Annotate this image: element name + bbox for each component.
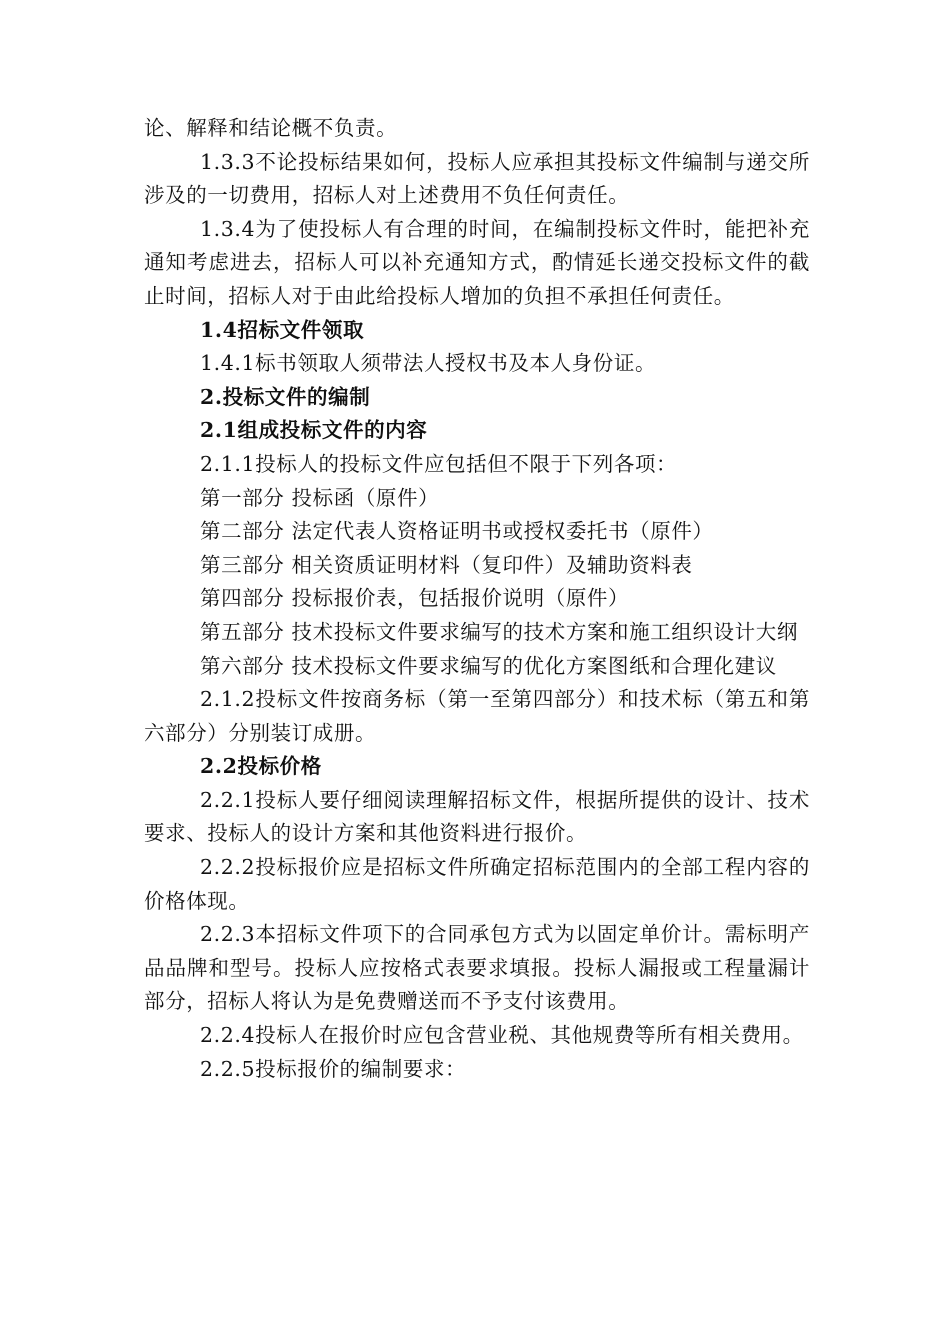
document-page	[144, 112, 810, 1086]
paragraph: 2.2.4投标人在报价时应包含营业税、其他规费等所有相关费用。	[200, 1023, 804, 1048]
list-item: 第三部分 相关资质证明材料（复印件）及辅助资料表	[200, 552, 693, 577]
list-item: 第六部分 技术投标文件要求编写的优化方案图纸和合理化建议	[200, 653, 777, 678]
paragraph: 1.4.1标书领取人须带法人授权书及本人身份证。	[200, 351, 657, 376]
list-item: 第五部分 技术投标文件要求编写的技术方案和施工组织设计大纲	[200, 619, 798, 644]
paragraph: 1.3.4为了使投标人有合理的时间，在编制投标文件时，能把补充通知考虑进去，招标人可以补充通知方式，酌情延长递交投标文件的截止时间，招标人对于由此给投标人增加的负担不承担任何责任。	[144, 216, 810, 308]
paragraph: 2.2.1投标人要仔细阅读理解招标文件，根据所提供的设计、技术要求、投标人的设计方案和其他资料进行报价。	[144, 787, 810, 846]
paragraph: 论、解释和结论概不负责。	[144, 116, 398, 140]
paragraph: 2.1.2投标文件按商务标（第一至第四部分）和技术标（第五和第六部分）分别装订成册。	[144, 687, 810, 745]
paragraph: 2.1.1投标人的投标文件应包括但不限于下列各项：	[200, 451, 678, 476]
section-heading: 1.4招标文件领取	[200, 317, 365, 342]
section-heading: 2.投标文件的编制	[200, 384, 371, 409]
paragraph: 1.3.3不论投标结果如何，投标人应承担其投标文件编制与递交所涉及的一切费用，招标人对上述费用不负任何责任。	[144, 149, 810, 208]
paragraph: 2.2.2投标报价应是招标文件所确定招标范围内的全部工程内容的价格体现。	[144, 855, 810, 913]
list-item: 第四部分 投标报价表，包括报价说明（原件）	[200, 586, 630, 611]
list-item: 第一部分 投标函（原件）	[200, 485, 440, 510]
list-item: 第二部分 法定代表人资格证明书或授权委托书（原件）	[200, 519, 714, 544]
paragraph: 2.2.3本招标文件项下的合同承包方式为以固定单价计。需标明产品品牌和型号。投标人应按格式表要求填报。投标人漏报或工程量漏计部分，招标人将认为是免费赠送而不予支付该费用。	[144, 922, 810, 1014]
section-heading: 2.1组成投标文件的内容	[200, 418, 428, 443]
section-heading: 2.2投标价格	[200, 754, 322, 779]
paragraph: 2.2.5投标报价的编制要求：	[200, 1056, 467, 1081]
